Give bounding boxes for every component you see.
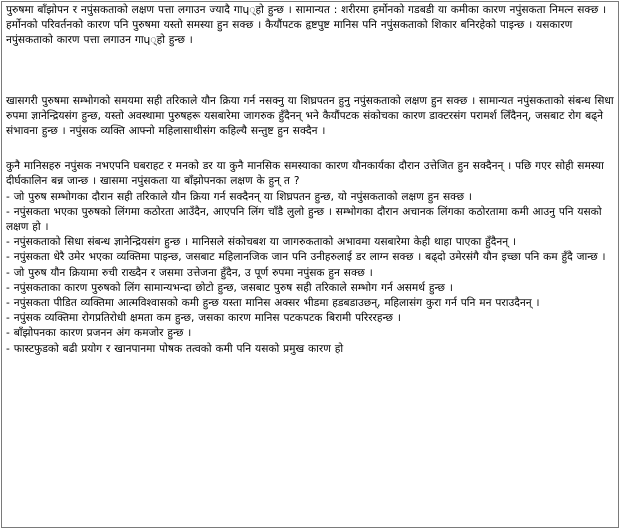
list-item: - जो पुरुष सम्भोगका दौरान सही तरिकाले यौन क्रिया गर्न सक्दैनन् या शिघ्रपतन हुन्छ, यो नपुंसकताको लक्षण हुन सक्छ । (6, 190, 472, 203)
list-item: - बाँझोपनका कारण प्रजनन अंग कमजोर हुन्छ । (6, 327, 192, 340)
article-body (2, 2, 618, 357)
list-item: - नपुंसकताका कारण पुरुषको लिंग सामान्यभन्दा छोटो हुन्छ, जसबाट पुरुष सही तरिकाले सम्भोग गर्न असमर्थ हुन्छ । (6, 281, 453, 294)
paragraph-spacer (6, 49, 615, 94)
list-item: - नपुंसकता धेरै उमेर भएका व्यक्तिमा पाइन्छ, जसबाट महिलानजिक जान पनि उनीहरुलाई डर लाग्न सक्छ । बढ्दो उमेरसंगै यौन इच्छा पनि कम हुँदै जान्छ । (6, 251, 606, 264)
paragraph-question: कुनै मानिसहरु नपुंसक नभएपनि घबराहट र मनको डर या कुनै मानसिक समस्याका कारण यौनकार्यका दौरान उत्तेजित हुन सक्दैनन् । पछि गएर सोही समस्या दीर्घकालिन बन्न जान्छ । खासमा नपुंसकता या बाँझोपनका लक्षण के हुन् त ? (6, 160, 604, 188)
list-item: - नपुंसक व्यक्तिमा रोगप्रतिरोधी क्षमता कम हुन्छ, जसका कारण मानिस पटकपटक बिरामी परिररहन्छ । (6, 312, 401, 325)
list-item: - नपुंसकता भएका पुरुषको लिंगमा कठोरता आउँदैन, आएपनि लिंग चाँडै लुलो हुन्छ । सम्भोगका दौरान अचानक लिंगका कठोरतामा कमी आउनु पनि यसको लक्षण हो । (6, 205, 602, 234)
list-item: - नपुंसकताको सिधा संबन्ध ज्ञानेन्द्रियसंग हुन्छ । मानिसले संकोचबश या जागरुकताको अभावमा यसबारेमा केही थाहा पाएका हुँदैनन् । (6, 236, 516, 249)
article-frame (1, 1, 619, 528)
paragraph-intro: पुरुषमा बाँझोपन र नपुंसकताको लक्षण पत्ता लगाउन ज्यादै गाɥ्हो हुन्छ । सामान्यत : शरीरमा हर्मोनको गडबडी या कमीका कारण नपुंसकता निमत्न सक्छ । हर्मोनको परिवर्तनको कारण पनि पुरुषमा यस्तो समस्या हुन सक्छ । कैयौंपटक हृष्टपुष्ट मानिस पनि नपुंसकताको शिकार बनिरहेको पाइन्छ । यसकारण नपुंसकताको कारण पत्ता लगाउन गाɥ्हो हुन्छ । (6, 4, 607, 47)
paragraph-symptoms-intro: खासगरी पुरुषमा सम्भोगको समयमा सही तरिकाले यौन क्रिया गर्न नसक्नु या शिघ्रपतन हुनु नपुंसकताको लक्षण हुन सक्छ । सामान्यत नपुंसकताको संबन्ध सिधा रुपमा ज्ञानेन्द्रियसंग हुन्छ, यस्तो अवस्थामा पुरुषहरू यसबारेमा जागरुक हुँदैनन् भने कैयौंपटक संकोचका कारण डाक्टरसंग परामर्श लिँदैनन्, जसबाट रोग बढ्ने संभावना हुन्छ । नपुंसक व्यक्ति आफ्नो महिलासाथीसंग कहिल्यै सन्तुष्ट हुन सक्दैन । (6, 94, 614, 138)
list-item: - नपुंसकता पीडित व्यक्तिमा आत्मविश्वासको कमी हुन्छ यस्ता मानिस अक्सर भीडमा हडबडाउछन्, महिलासंग कुरा गर्न पनि मन पराउदैनन् । (6, 297, 540, 310)
list-item: - जो पुरुष यौन क्रियामा रुची राख्दैन र जसमा उत्तेजना हुँदैन, उ पूर्ण रुपमा नपुंसक हुन सक्छ । (6, 266, 373, 279)
paragraph-spacer (6, 139, 615, 159)
list-item: - फास्टफुडको बढी प्रयोग र खानपानमा पोषक तत्वको कमी पनि यसको प्रमुख कारण हो (6, 342, 344, 355)
